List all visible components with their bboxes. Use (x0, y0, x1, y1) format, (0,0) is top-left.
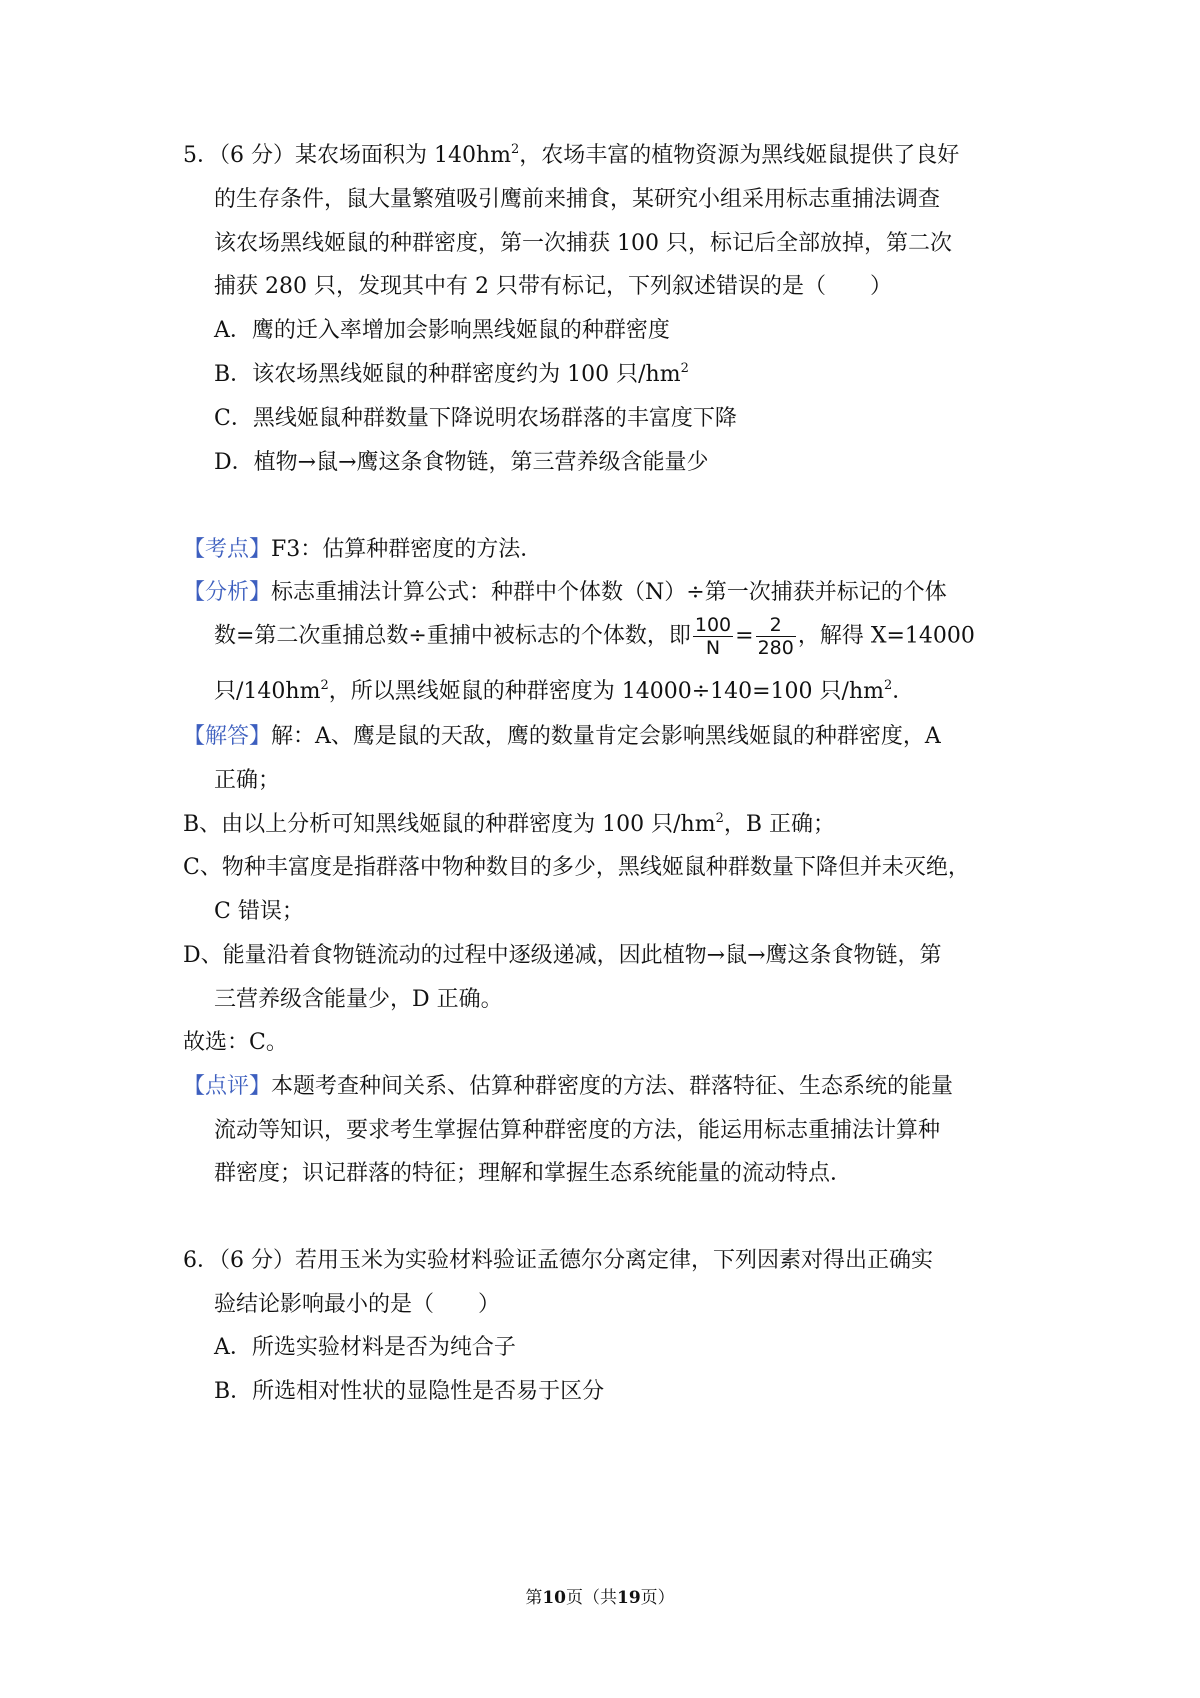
fenxi-line-2: 数=第二次重捕总数÷重捕中被标志的个体数，即 $\frac{100}{N}$ = $\frac{2}{280}$ ，解得 X=14000 (214, 614, 975, 659)
fraction-2-over-280: $\frac{2}{280}$ (757, 614, 794, 659)
q5-stem-line-3: 该农场黑线姬鼠的种群密度，第一次捕获 100 只，标记后全部放掉，第二次 (214, 231, 952, 256)
kaodian-tag: 【考点】 (183, 537, 272, 562)
q6-option-b: B．所选相对性状的显隐性是否易于区分 (214, 1379, 605, 1404)
fenxi-line-3: 只$/140hm^2$，所以黑线姬鼠的种群密度为 14000÷140=100 只$/hm^2$． (214, 678, 915, 704)
q6-stem-line-2: 验结论影响最小的是（ ） (214, 1292, 501, 1317)
q6-stem-line-1: 6．（6 分）若用玉米为实验材料验证孟德尔分离定律，下列因素对得出正确实 (183, 1248, 933, 1273)
kaodian-line: 【考点】F3：估算种群密度的方法． (183, 537, 543, 562)
jieda-line-1: 【解答】解：A、鹰是鼠的天敌，鹰的数量肯定会影响黑线姬鼠的种群密度，A (183, 724, 941, 749)
jieda-d-line-2: 三营养级含能量少，D 正确。 (214, 987, 503, 1012)
q5-option-d: D．植物→鼠→鹰这条食物链，第三营养级含能量少 (214, 450, 709, 475)
total-page-count: 19 (617, 1588, 641, 1608)
q5-stem-line-2: 的生存条件，鼠大量繁殖吸引鹰前来捕食，某研究小组采用标志重捕法调查 (214, 187, 941, 212)
fenxi-tag: 【分析】 (183, 580, 272, 605)
jieda-d-line-1: D、能量沿着食物链流动的过程中逐级递减，因此植物→鼠→鹰这条食物链，第 (183, 943, 942, 968)
q5-stem-line-1: 5．（6 分）某农场面积为 $140hm^2$，农场丰富的植物资源为黑线姬鼠提供了良好 (183, 142, 960, 168)
jieda-line-2: 正确； (214, 768, 281, 793)
fenxi-line-1: 【分析】标志重捕法计算公式：种群中个体数（N）÷第一次捕获并标记的个体 (183, 580, 947, 605)
fraction-100-over-n: $\frac{100}{N}$ (694, 614, 732, 659)
jieda-c-line-2: C 错误； (214, 899, 304, 924)
q5-stem-line-4: 捕获 280 只，发现其中有 2 只带有标记，下列叙述错误的是（ ） (214, 274, 892, 299)
dianping-line-2: 流动等知识，要求考生掌握估算种群密度的方法，能运用标志重捕法计算种 (214, 1118, 941, 1143)
dianping-line-3: 群密度；识记群落的特征；理解和掌握生态系统能量的流动特点． (214, 1161, 853, 1186)
jieda-c-line-1: C、物种丰富度是指群落中物种数目的多少，黑线姬鼠种群数量下降但并未灭绝， (183, 855, 970, 880)
current-page-number: 10 (542, 1588, 566, 1608)
q5-option-c: C．黑线姬鼠种群数量下降说明农场群落的丰富度下降 (214, 406, 737, 431)
page-footer: 第10页（共19页） (525, 1588, 675, 1608)
jieda-answer: 故选：C。 (183, 1030, 288, 1055)
jieda-b: B、由以上分析可知黑线姬鼠的种群密度为 100 只$/hm^2$，B 正确； (183, 811, 836, 837)
dianping-line-1: 【点评】本题考查种间关系、估算种群密度的方法、群落特征、生态系统的能量 (183, 1074, 954, 1099)
q5-option-b: B．该农场黑线姬鼠的种群密度约为 100 只$/hm^2$ (214, 361, 689, 387)
q5-option-a: A．鹰的迁入率增加会影响黑线姬鼠的种群密度 (214, 318, 670, 343)
dianping-tag: 【点评】 (183, 1074, 272, 1099)
q6-option-a: A．所选实验材料是否为纯合子 (214, 1335, 516, 1360)
jieda-tag: 【解答】 (183, 724, 272, 749)
